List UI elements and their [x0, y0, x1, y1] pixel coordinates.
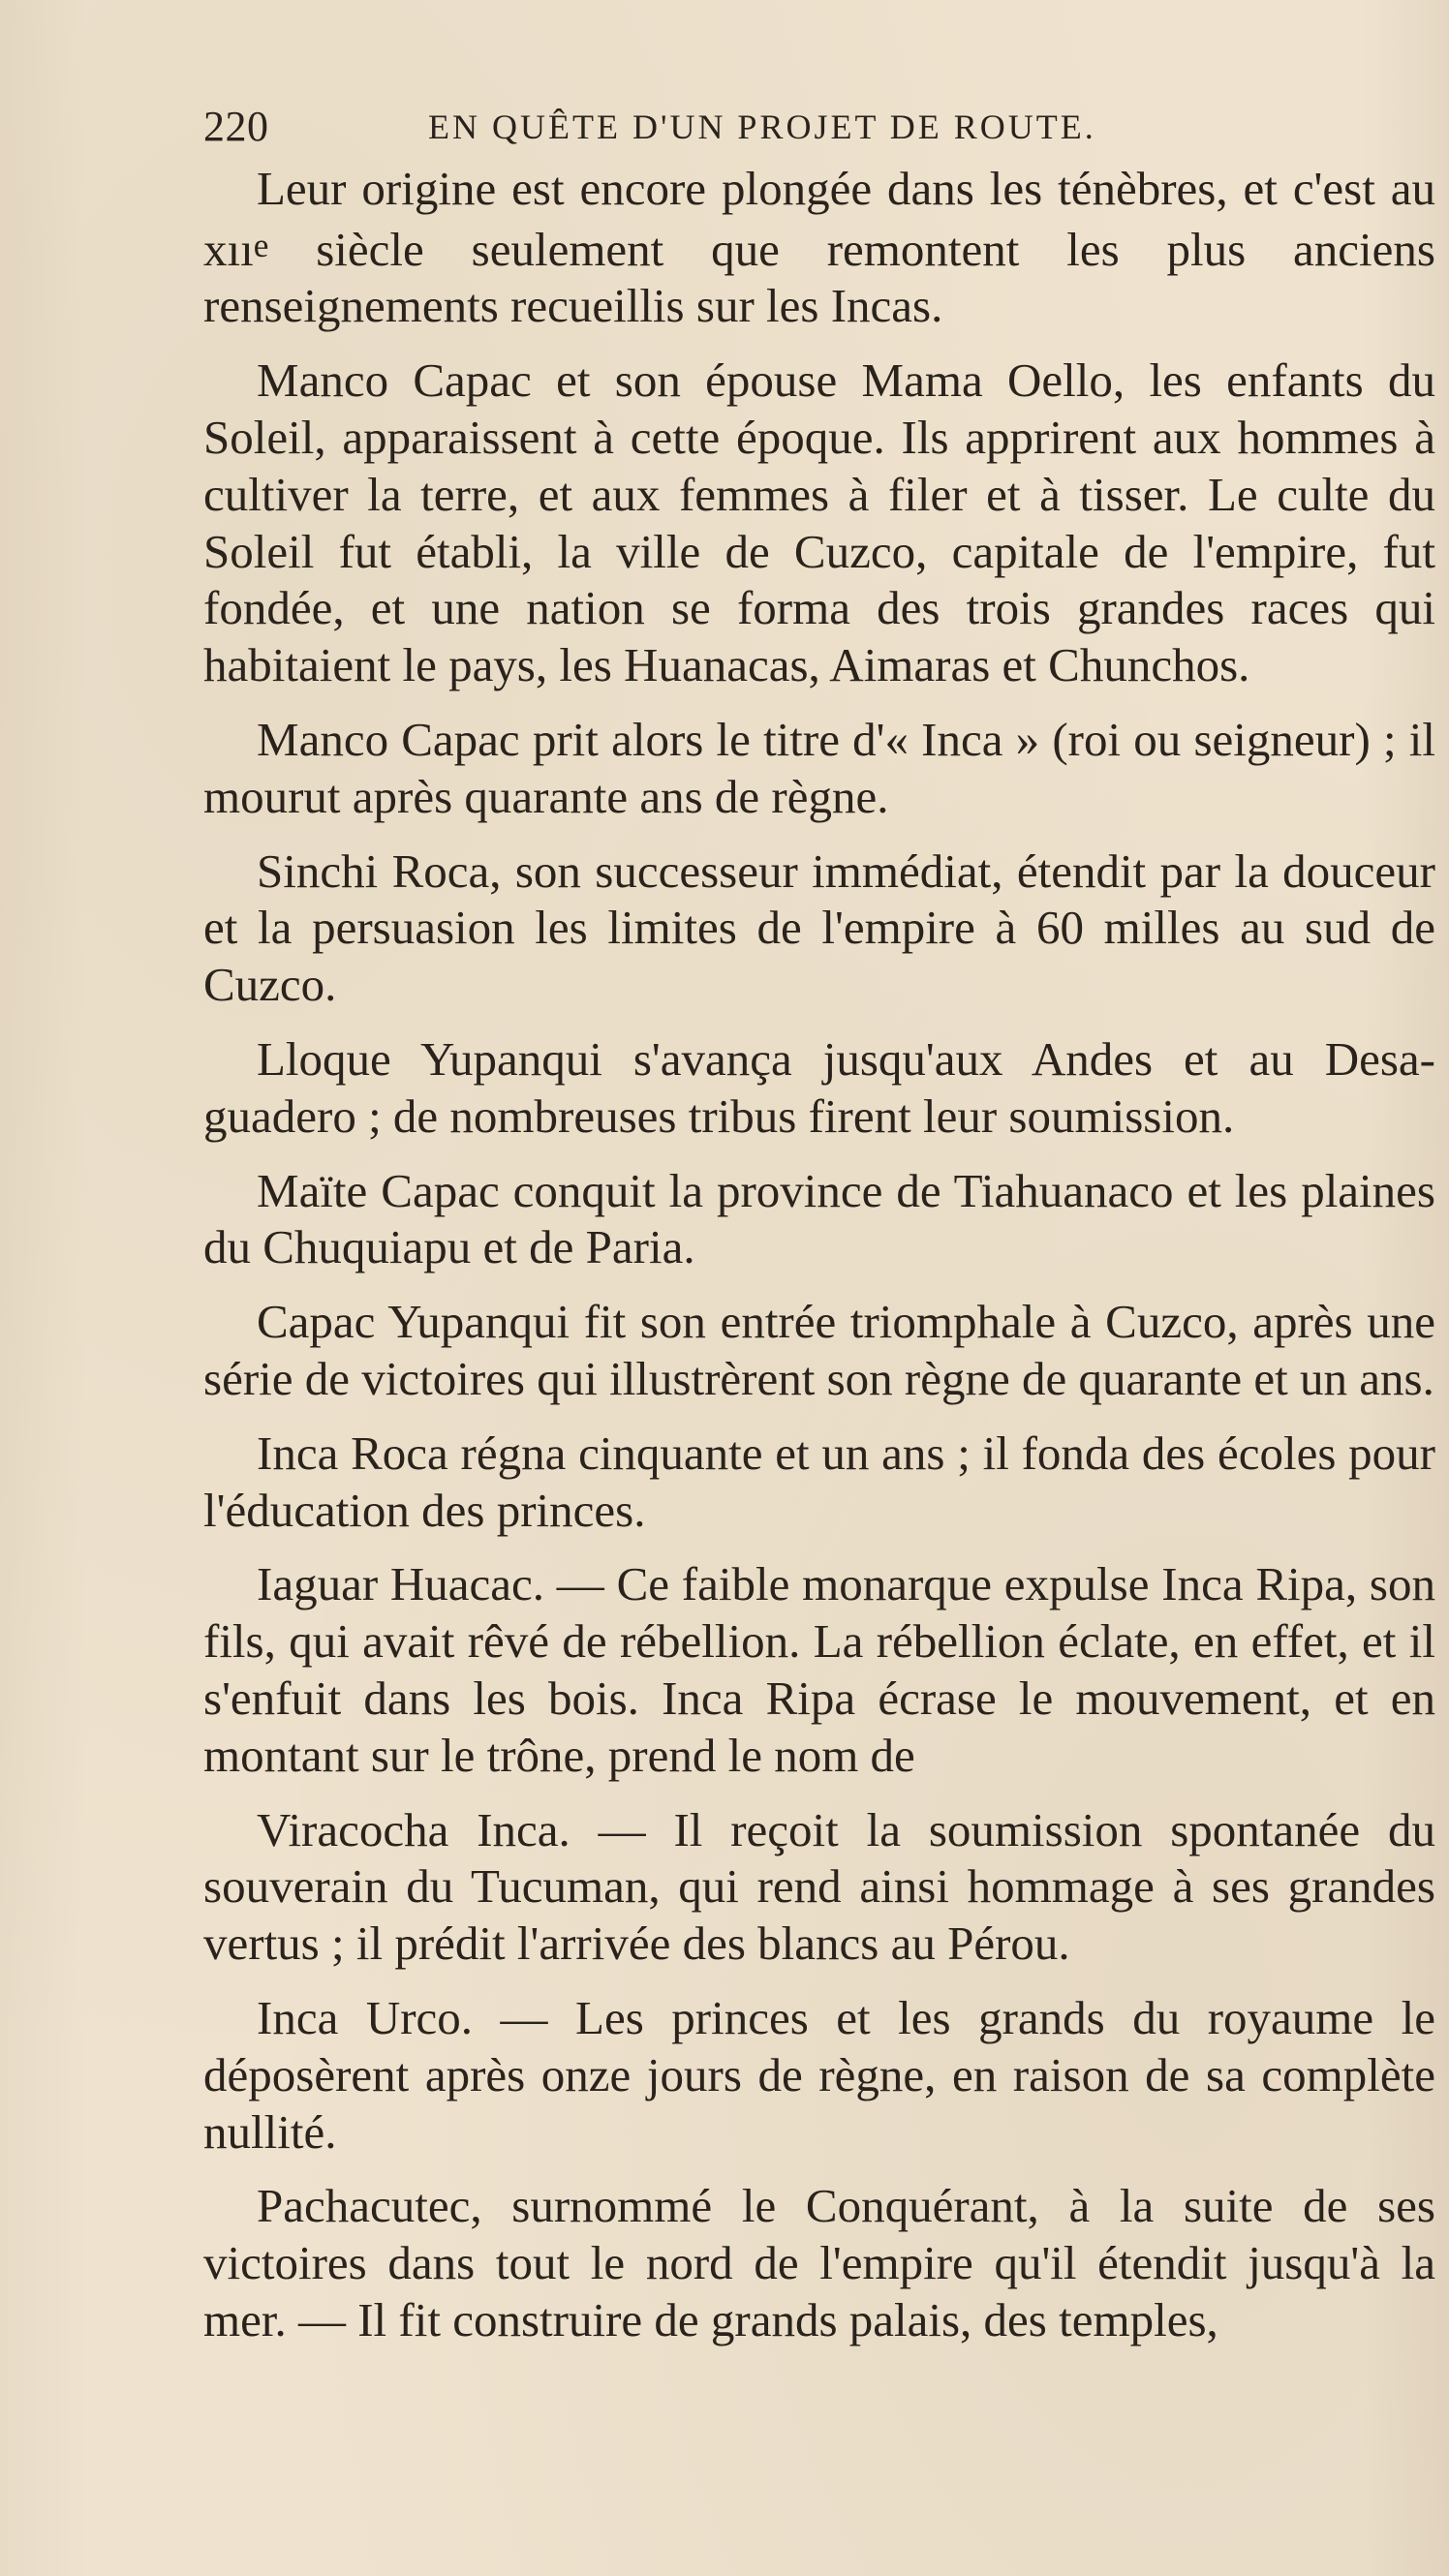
- running-title: EN QUÊTE D'UN PROJET DE ROUTE.: [428, 107, 1096, 146]
- paragraph-inca-urco: Inca Urco. — Les princes et les grands du royaume le déposèrent après onze jours de règne, en raison de sa complète nullité.: [203, 1990, 1435, 2159]
- paragraph-inca-roca: Inca Roca régna cinquante et un ans ; il fonda des écoles pour l'éducation des princes.: [203, 1426, 1435, 1537]
- body-text: [203, 161, 1435, 2349]
- book-page: [203, 93, 1435, 2367]
- paragraph-inca-title: Manco Capac prit alors le titre d'« Inca » (roi ou seigneur) ; il mourut après quarante ans de règne.: [203, 712, 1435, 823]
- page-number: 220: [203, 103, 269, 150]
- century-superscript: e: [253, 226, 269, 264]
- paragraph-manco-capac: Manco Capac et son épouse Mama Oello, les enfants du Soleil, apparaissent à cette époque. Ils apprirent aux hommes à cultiver la terre, et aux femmes à filer et à tisser. Le culte du Soleil fut établi, la ville de Cuzco, capitale de l'empire, fut fondée, et une nation se forma des trois grandes races qui habitaient le pays, les Huanacas, Aimaras et Chunchos.: [203, 353, 1435, 692]
- paragraph-iaguar-huacac: Iaguar Huacac. — Ce faible monarque expulse Inca Ripa, son fils, qui avait rêvé de rébellion. La rébellion éclate, en effet, et il s'enfuit dans les bois. Inca Ripa écrase le mouvement, et en montant sur le trône, prend le nom de: [203, 1557, 1435, 1782]
- paragraph-sinchi-roca: Sinchi Roca, son successeur immédiat, étendit par la douceur et la persuasion les limites de l'empire à 60 milles au sud de Cuzco.: [203, 843, 1435, 1012]
- paragraph-maite-capac: Maïte Capac conquit la province de Tiahuanaco et les plaines du Chuquiapu et de Paria.: [203, 1163, 1435, 1274]
- paragraph-origins: Leur origine est encore plongée dans les ténèbres, et c'est au xııe siècle seulement que remontent les plus anciens renseignements recueillis sur les Incas.: [203, 162, 1435, 333]
- paragraph-viracocha-inca: Viracocha Inca. — Il reçoit la soumission spontanée du souverain du Tucuman, qui rend ainsi hommage à ses grandes vertus ; il prédit l'arrivée des blancs au Pérou.: [203, 1802, 1435, 1971]
- paragraph-capac-yupanqui: Capac Yupanqui fit son entrée triomphale à Cuzco, après une série de victoires qui illustrèrent son règne de quarante et un ans.: [203, 1295, 1435, 1405]
- paragraph-lloque-yupanqui: Lloque Yupanqui s'avança jusqu'aux Andes et au Desaguadero ; de nombreuses tribus firent leur soumission.: [203, 1031, 1435, 1143]
- running-head: [203, 93, 1435, 161]
- paragraph-pachacutec: Pachacutec, surnommé le Conquérant, à la suite de ses victoires dans tout le nord de l'empire qu'il étendit jusqu'à la mer. — Il fit construire de grands palais, des temples,: [203, 2179, 1435, 2346]
